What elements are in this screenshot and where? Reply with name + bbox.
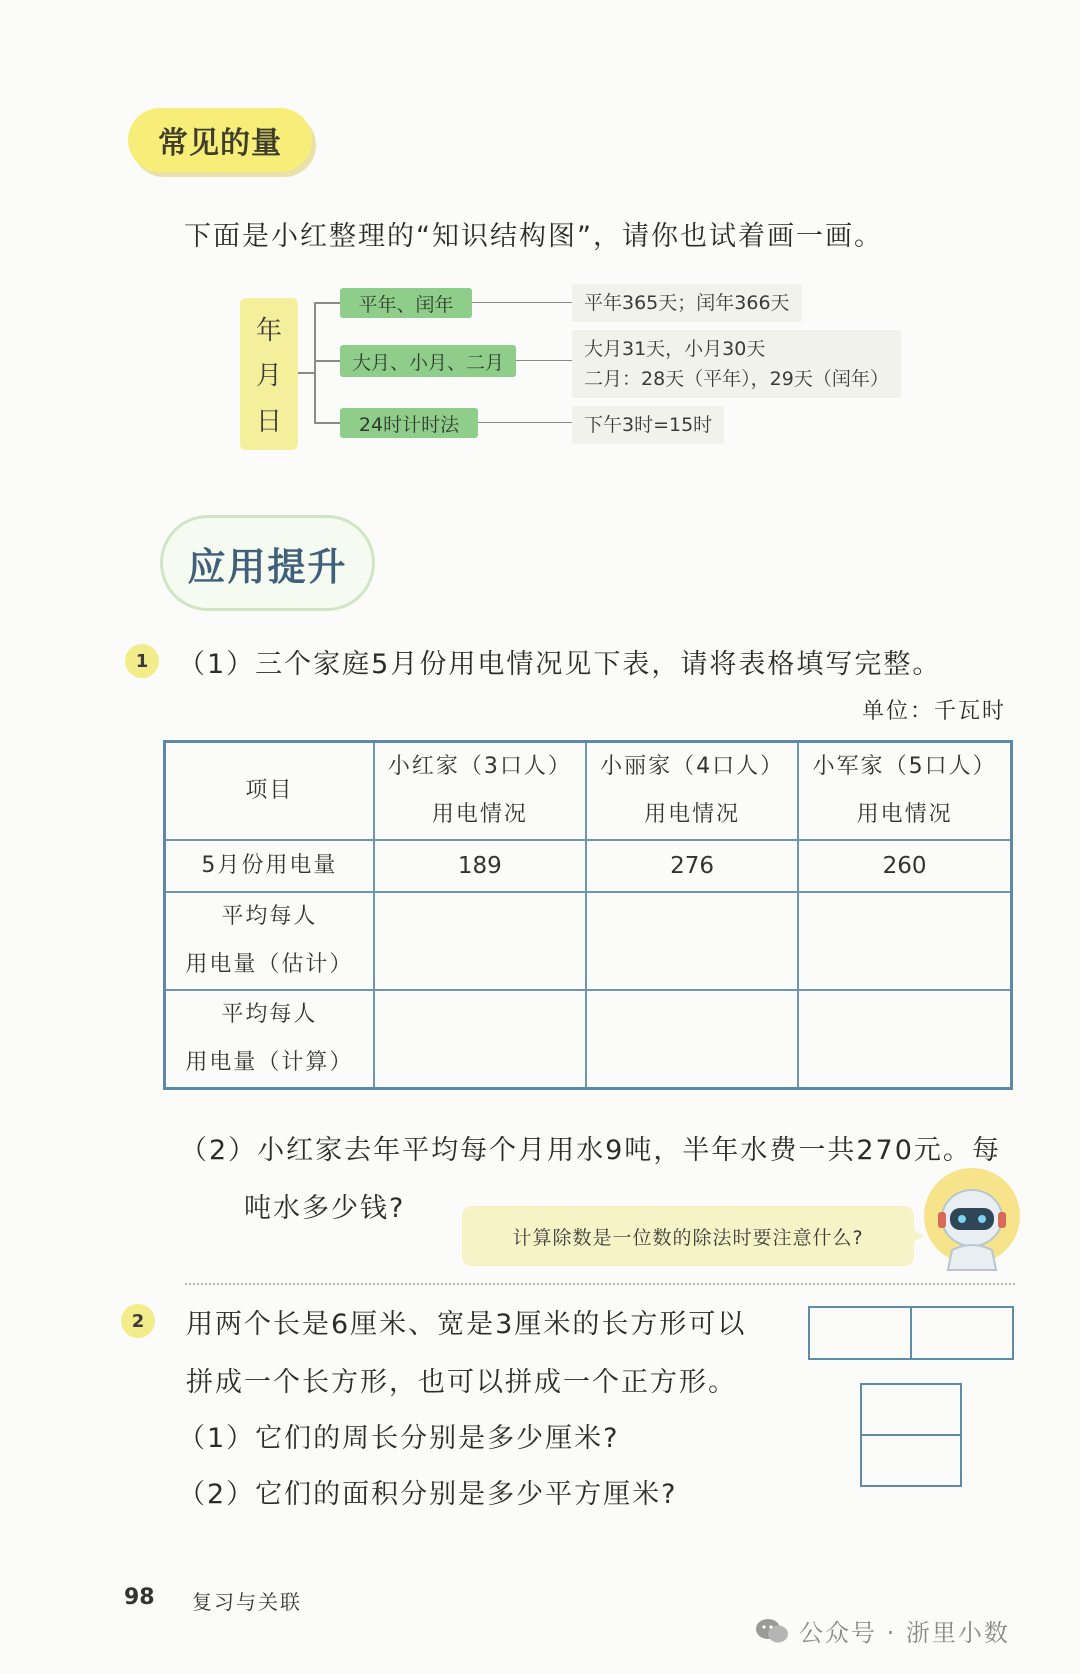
mindmap-root-char: 月: [255, 361, 282, 392]
watermark: [755, 1613, 1010, 1648]
q2-sub-question: （1）它们的周长分别是多少厘米?: [178, 1423, 620, 1454]
rectangle-divider: [910, 1306, 912, 1360]
table-row: [165, 840, 1012, 892]
mindmap-detail-line: 二月：28天（平年），29天（闰年）: [584, 368, 889, 390]
mindmap-connector: [472, 302, 572, 303]
mindmap-detail: 下午3时=15时: [572, 406, 724, 444]
q1-part2-text: 吨水多少钱?: [244, 1193, 406, 1224]
row-label: 5月份用电量: [165, 840, 374, 892]
watermark-text: 公众号 · 浙里小数: [799, 1619, 1010, 1647]
section-divider: [185, 1283, 1015, 1285]
table-cell: 276: [586, 840, 798, 892]
wechat-icon: [755, 1617, 789, 1645]
header-line: 用电情况: [856, 802, 953, 827]
row-label-line: 平均每人: [221, 1002, 318, 1027]
mindmap-connector: [314, 302, 316, 424]
section-title-common-quantities: 常见的量: [128, 108, 312, 172]
q2-text: 用两个长是6厘米、宽是3厘米的长方形可以: [186, 1309, 747, 1340]
mindmap-detail: [572, 330, 901, 398]
row-label-line: 用电量（计算）: [185, 1050, 354, 1075]
table-row: [165, 892, 1012, 990]
table-cell-empty[interactable]: [798, 892, 1011, 990]
mindmap-connector: [298, 372, 314, 374]
table-cell-empty[interactable]: [374, 990, 586, 1089]
row-label: [165, 892, 374, 990]
electricity-usage-table: [163, 740, 1013, 1090]
table-cell-empty[interactable]: [586, 990, 798, 1089]
page-number: 98: [124, 1585, 155, 1610]
header-line: 用电情况: [644, 802, 741, 827]
table-cell-empty[interactable]: [374, 892, 586, 990]
square-divider: [860, 1434, 962, 1436]
header-line: 用电情况: [431, 802, 528, 827]
robot-mascot-icon: [922, 1166, 1022, 1276]
mindmap-branch-months: 大月、小月、二月: [340, 345, 516, 377]
mindmap-connector: [314, 360, 340, 362]
table-header-cell: [586, 742, 798, 841]
table-row: [165, 990, 1012, 1089]
mindmap-connector: [516, 360, 572, 361]
table-header-row: [165, 742, 1012, 841]
chapter-title: 复习与关联: [192, 1590, 302, 1614]
header-line: 小军家（5口人）: [812, 754, 997, 779]
q2-sub-question: （2）它们的面积分别是多少平方厘米?: [178, 1479, 678, 1510]
question-number: 1: [125, 644, 159, 678]
mindmap-connector: [314, 302, 340, 304]
mindmap-root: [240, 298, 298, 450]
mindmap-connector: [478, 422, 572, 423]
question-number: 2: [121, 1304, 155, 1338]
table-header-cell: [374, 742, 586, 841]
hint-bubble: 计算除数是一位数的除法时要注意什么?: [462, 1206, 914, 1266]
q2-text: 拼成一个长方形，也可以拼成一个正方形。: [186, 1367, 737, 1398]
header-line: 小红家（3口人）: [387, 754, 572, 779]
mindmap-detail: 平年365天；闰年366天: [572, 284, 802, 322]
table-unit-label: 单位：千瓦时: [862, 699, 1007, 724]
table-cell-empty[interactable]: [798, 990, 1011, 1089]
q1-part1-text: （1）三个家庭5月份用电情况见下表，请将表格填写完整。: [178, 649, 942, 680]
table-cell-empty[interactable]: [586, 892, 798, 990]
row-label-line: 用电量（估计）: [185, 952, 354, 977]
mindmap-branch-24h: 24时计时法: [340, 408, 478, 438]
table-header-item: 项目: [165, 742, 374, 841]
mindmap-detail-line: 大月31天，小月30天: [584, 338, 766, 360]
mindmap-root-char: 年: [255, 316, 282, 347]
mindmap-root-char: 日: [255, 406, 282, 437]
mindmap-connector: [314, 422, 340, 424]
table-header-cell: [798, 742, 1011, 841]
intro-text: 下面是小红整理的“知识结构图”，请你也试着画一画。: [184, 221, 883, 252]
row-label: [165, 990, 374, 1089]
header-line: 小丽家（4口人）: [600, 754, 785, 779]
table-cell: 189: [374, 840, 586, 892]
q1-part2-text: （2）小红家去年平均每个月用水9吨，半年水费一共270元。每: [180, 1135, 1001, 1166]
row-label-line: 平均每人: [221, 904, 318, 929]
table-cell: 260: [798, 840, 1011, 892]
mindmap-branch-leap-year: 平年、闰年: [340, 288, 472, 318]
section-title-application: 应用提升: [160, 515, 375, 611]
